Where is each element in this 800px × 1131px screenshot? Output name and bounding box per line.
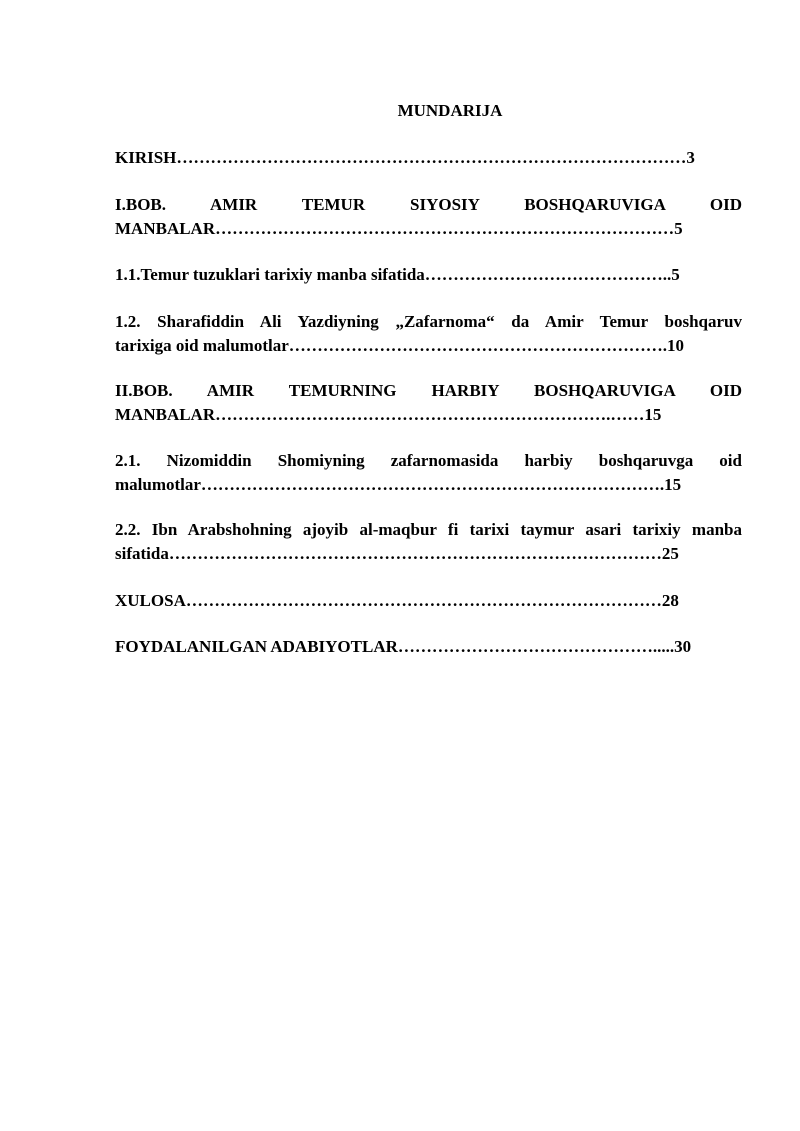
toc-entry-line: sifatida……………………………………………………………………………25 (115, 544, 679, 563)
toc-entry-line: MANBALAR…………………………………………………………….……15 (115, 405, 662, 424)
toc-entry-line: malumotlar……………………………………………………………………….15 (115, 475, 682, 494)
toc-entry-line: 1.1.Temur tuzuklari tarixiy manba sifatida……………………………………..5 (115, 265, 680, 284)
toc-entry-bibliography (115, 635, 742, 659)
toc-entry-chapter-2 (115, 379, 742, 427)
toc-entry-section-1-2 (115, 310, 742, 358)
toc-entry-line: II.BOB. AMIR TEMURNING HARBIY BOSHQARUVIGA OID (115, 381, 742, 400)
toc-entry-section-1-1 (115, 263, 742, 287)
toc-entry-line: 2.2. Ibn Arabshohning ajoyib al-maqbur fi tarixi taymur asari tarixiy manba (115, 520, 742, 539)
toc-title: MUNDARIJA (397, 101, 503, 120)
toc-entry-line: KIRISH………………………………………………………………………………3 (115, 148, 695, 167)
toc-entry-line: 2.1. Nizomiddin Shomiyning zafarnomasida harbiy boshqaruvga oid (115, 451, 742, 470)
toc-entry-line: 1.2. Sharafiddin Ali Yazdiyning „Zafarnoma“ da Amir Temur boshqaruv (115, 312, 742, 331)
toc-entry-section-2-1 (115, 449, 742, 497)
toc-entry-line: MANBALAR………………………………………………………………………5 (115, 219, 683, 238)
toc-entry-chapter-1 (115, 193, 742, 241)
toc-entry-line: XULOSA…………………………………………………………………………28 (115, 591, 679, 610)
toc-entry-line: tarixiga oid malumotlar………………………………………………………….10 (115, 336, 685, 355)
toc-entry-introduction (115, 146, 742, 170)
toc-entry-line: I.BOB. AMIR TEMUR SIYOSIY BOSHQARUVIGA OID (115, 195, 742, 214)
toc-entry-line: FOYDALANILGAN ADABIYOTLAR……………………………………….....30 (115, 637, 692, 656)
toc-entry-section-2-2 (115, 518, 742, 566)
toc-entry-conclusion (115, 589, 742, 613)
